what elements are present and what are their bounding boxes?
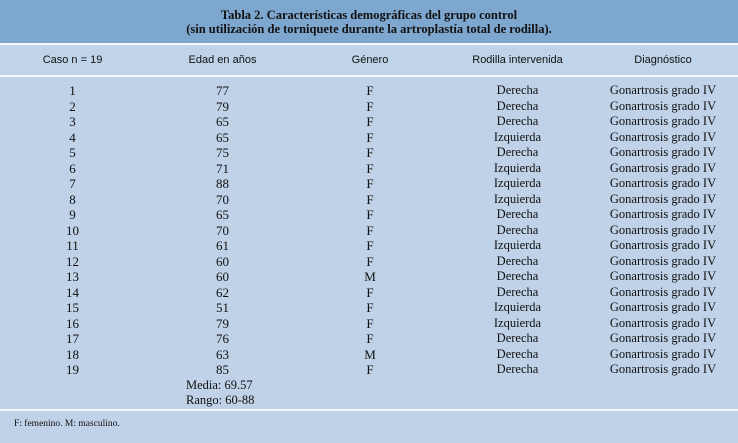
table-row bbox=[0, 300, 738, 316]
table-row bbox=[0, 114, 738, 130]
cell-diagnostico: Gonartrosis grado IV bbox=[609, 315, 717, 330]
cell-genero: F bbox=[366, 98, 374, 114]
cell-diagnostico: Gonartrosis grado IV bbox=[609, 269, 717, 283]
cell-caso: 13 bbox=[66, 269, 79, 284]
cell-diagnostico: Gonartrosis grado IV bbox=[609, 129, 717, 144]
table-row bbox=[0, 192, 738, 208]
table-row bbox=[0, 362, 738, 378]
table-row bbox=[0, 254, 738, 270]
header-diagnostico: Diagnóstico bbox=[634, 54, 692, 66]
cell-rodilla: Izquierda bbox=[493, 129, 542, 144]
table-title-line-2: (sin utilización de torniquete durante la artroplastía total de rodilla). bbox=[186, 22, 552, 36]
cell-caso: 3 bbox=[69, 114, 76, 129]
table-row bbox=[0, 331, 738, 347]
cell-genero: F bbox=[366, 253, 374, 269]
cell-genero: M bbox=[364, 269, 376, 284]
cell-genero: M bbox=[364, 346, 376, 362]
table-row bbox=[0, 176, 738, 192]
cell-edad: 79 bbox=[216, 98, 229, 114]
cell-rodilla: Izquierda bbox=[493, 176, 542, 190]
cell-edad: 70 bbox=[216, 222, 229, 238]
cell-rodilla: Derecha bbox=[496, 362, 539, 376]
cell-edad: 85 bbox=[216, 362, 229, 377]
table-row bbox=[0, 207, 738, 223]
cell-diagnostico: Gonartrosis grado IV bbox=[609, 253, 717, 268]
cell-edad: 62 bbox=[216, 284, 229, 300]
cell-caso: 18 bbox=[66, 346, 79, 362]
header-caso: Caso n = 19 bbox=[42, 54, 103, 66]
cell-edad: 70 bbox=[216, 191, 229, 207]
cell-caso: 1 bbox=[69, 83, 76, 98]
table-row bbox=[0, 347, 738, 363]
cell-caso: 10 bbox=[66, 222, 79, 238]
cell-genero: F bbox=[366, 315, 374, 331]
cell-genero: F bbox=[366, 300, 374, 315]
table-row bbox=[0, 223, 738, 239]
cell-caso: 4 bbox=[69, 129, 76, 145]
cell-edad: 65 bbox=[216, 129, 229, 145]
cell-edad: 79 bbox=[216, 315, 229, 331]
cell-diagnostico: Gonartrosis grado IV bbox=[609, 222, 717, 237]
cell-edad: 71 bbox=[216, 160, 229, 176]
cell-rodilla: Derecha bbox=[496, 207, 539, 221]
cell-diagnostico: Gonartrosis grado IV bbox=[609, 114, 717, 128]
cell-diagnostico: Gonartrosis grado IV bbox=[609, 176, 717, 190]
cell-rodilla: Derecha bbox=[496, 346, 539, 361]
table-row bbox=[0, 145, 738, 161]
cell-edad: 60 bbox=[216, 269, 229, 284]
cell-diagnostico: Gonartrosis grado IV bbox=[609, 362, 717, 376]
cell-caso: 5 bbox=[69, 145, 76, 160]
cell-diagnostico: Gonartrosis grado IV bbox=[609, 145, 717, 159]
table-row bbox=[0, 99, 738, 115]
cell-diagnostico: Gonartrosis grado IV bbox=[609, 300, 717, 314]
cell-caso: 11 bbox=[66, 238, 79, 253]
cell-genero: F bbox=[366, 129, 374, 145]
cell-rodilla: Izquierda bbox=[493, 160, 542, 175]
cell-rodilla: Derecha bbox=[496, 222, 539, 237]
cell-rodilla: Izquierda bbox=[493, 300, 542, 314]
header-genero: Género bbox=[351, 54, 389, 66]
cell-caso: 8 bbox=[69, 191, 76, 207]
cell-genero: F bbox=[366, 160, 374, 176]
age-mean: Media: 69.57 bbox=[186, 377, 253, 392]
table-footnote: F: femenino. M: masculino. bbox=[0, 411, 738, 443]
cell-edad: 51 bbox=[216, 300, 229, 315]
cell-rodilla: Derecha bbox=[496, 284, 539, 299]
cell-genero: F bbox=[366, 331, 374, 346]
cell-caso: 12 bbox=[66, 253, 79, 269]
cell-edad: 60 bbox=[216, 253, 229, 269]
cell-genero: F bbox=[366, 145, 374, 160]
cell-genero: F bbox=[366, 83, 374, 98]
cell-rodilla: Izquierda bbox=[493, 238, 542, 252]
cell-rodilla: Izquierda bbox=[493, 315, 542, 330]
cell-caso: 2 bbox=[69, 98, 76, 114]
table-header-row bbox=[0, 45, 738, 75]
cell-caso: 7 bbox=[69, 176, 76, 191]
header-rodilla: Rodilla intervenida bbox=[472, 54, 563, 66]
cell-genero: F bbox=[366, 284, 374, 300]
table-row bbox=[0, 269, 738, 285]
cell-genero: F bbox=[366, 238, 374, 253]
cell-edad: 61 bbox=[216, 238, 229, 253]
header-edad: Edad en años bbox=[188, 54, 257, 66]
cell-diagnostico: Gonartrosis grado IV bbox=[609, 160, 717, 175]
cell-rodilla: Derecha bbox=[496, 331, 539, 345]
table-body bbox=[0, 77, 738, 409]
table-row bbox=[0, 161, 738, 177]
cell-genero: F bbox=[366, 176, 374, 191]
cell-rodilla: Izquierda bbox=[493, 191, 542, 206]
cell-rodilla: Derecha bbox=[496, 114, 539, 128]
cell-rodilla: Derecha bbox=[496, 269, 539, 283]
age-range: Rango: 60-88 bbox=[186, 392, 255, 407]
cell-genero: F bbox=[366, 114, 374, 129]
cell-genero: F bbox=[366, 362, 374, 377]
table-row bbox=[0, 285, 738, 301]
cell-rodilla: Derecha bbox=[496, 83, 539, 97]
cell-caso: 16 bbox=[66, 315, 79, 331]
table-title bbox=[0, 0, 738, 43]
cell-rodilla: Derecha bbox=[496, 145, 539, 159]
cell-caso: 17 bbox=[66, 331, 79, 346]
cell-edad: 65 bbox=[216, 207, 229, 222]
table-row bbox=[0, 238, 738, 254]
cell-diagnostico: Gonartrosis grado IV bbox=[609, 98, 717, 113]
cell-caso: 9 bbox=[69, 207, 76, 222]
cell-diagnostico: Gonartrosis grado IV bbox=[609, 284, 717, 299]
cell-edad: 65 bbox=[216, 114, 229, 129]
cell-diagnostico: Gonartrosis grado IV bbox=[609, 331, 717, 345]
cell-edad: 77 bbox=[216, 83, 229, 98]
cell-genero: F bbox=[366, 222, 374, 238]
cell-caso: 6 bbox=[69, 160, 76, 176]
cell-rodilla: Derecha bbox=[496, 98, 539, 113]
cell-diagnostico: Gonartrosis grado IV bbox=[609, 191, 717, 206]
cell-edad: 75 bbox=[216, 145, 229, 160]
cell-genero: F bbox=[366, 207, 374, 222]
table-row bbox=[0, 83, 738, 99]
cell-genero: F bbox=[366, 191, 374, 207]
cell-edad: 76 bbox=[216, 331, 229, 346]
cell-diagnostico: Gonartrosis grado IV bbox=[609, 238, 717, 252]
table-title-line-1: Tabla 2. Características demográficas del grupo control bbox=[220, 8, 518, 22]
table-row bbox=[0, 316, 738, 332]
age-statistics bbox=[186, 378, 254, 408]
cell-diagnostico: Gonartrosis grado IV bbox=[609, 207, 717, 221]
cell-edad: 63 bbox=[216, 346, 229, 362]
cell-caso: 19 bbox=[66, 362, 79, 377]
cell-caso: 15 bbox=[66, 300, 79, 315]
cell-rodilla: Derecha bbox=[496, 253, 539, 268]
table-row bbox=[0, 130, 738, 146]
cell-edad: 88 bbox=[216, 176, 229, 191]
cell-caso: 14 bbox=[66, 284, 79, 300]
cell-diagnostico: Gonartrosis grado IV bbox=[609, 83, 717, 97]
cell-diagnostico: Gonartrosis grado IV bbox=[609, 346, 717, 361]
